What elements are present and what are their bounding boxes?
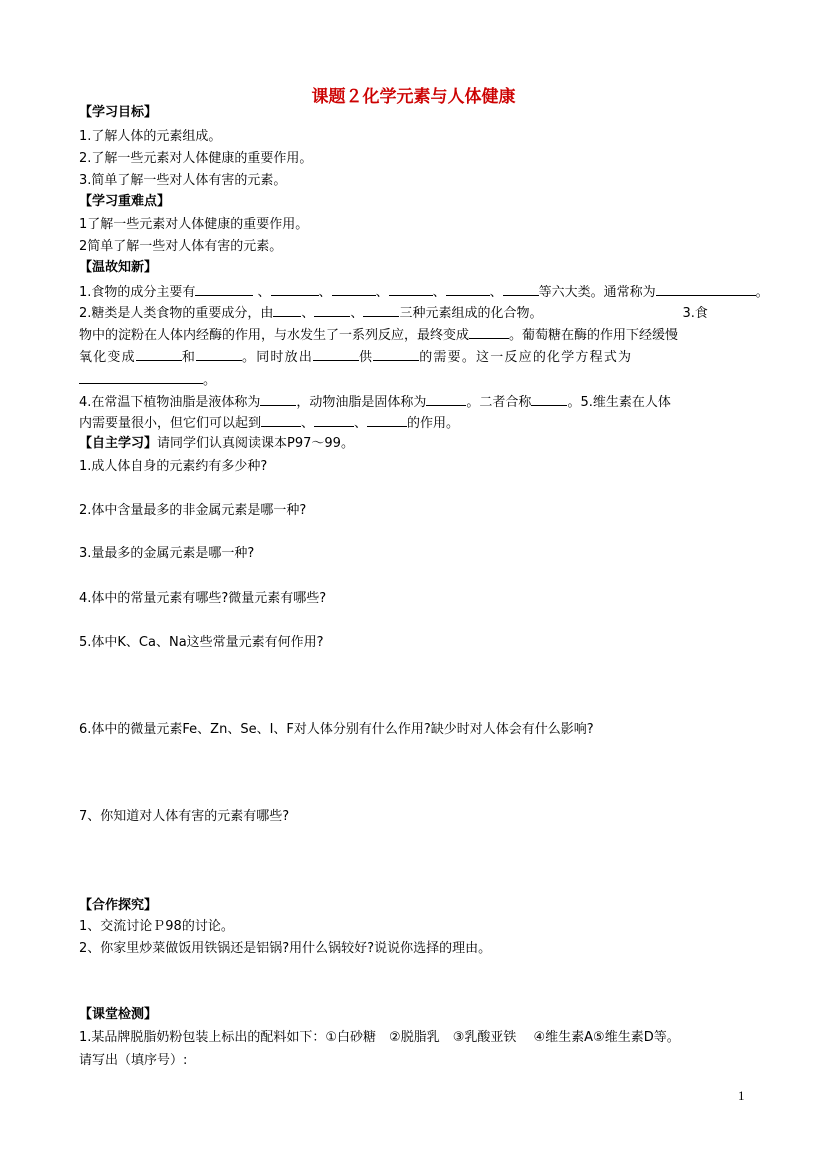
review-text: 、 (318, 285, 332, 300)
fill-blank[interactable] (656, 282, 756, 296)
section-heading-self-study: 【自主学习】 (79, 436, 158, 451)
question-item: 2.体中含量最多的非金属元素是哪一种? (79, 503, 307, 518)
fill-blank[interactable] (446, 282, 490, 296)
review-text: 氧化变成 (79, 350, 136, 365)
goal-item: 2.了解一些元素对人体健康的重要作用。 (79, 151, 313, 166)
page-number: 1 (738, 1088, 745, 1103)
review-text: 1.食物的成分主要有 (79, 285, 196, 300)
review-text: 、 (301, 416, 315, 431)
review-text: 。葡萄糖在酶的作用下经缓慢 (509, 328, 679, 343)
key-point-item: 2简单了解一些对人体有害的元素。 (79, 239, 283, 254)
review-line-4 (79, 347, 632, 367)
fill-blank[interactable] (332, 282, 376, 296)
review-line-7 (79, 413, 459, 433)
fill-blank[interactable] (503, 282, 539, 296)
review-text: 、 (253, 285, 271, 300)
review-text: 3.食 (682, 306, 708, 321)
fill-blank[interactable] (273, 303, 301, 317)
fill-blank[interactable] (314, 303, 350, 317)
question-item: 3.量最多的金属元素是哪一种? (79, 546, 255, 561)
self-study-intro: 请同学们认真阅读课本P97～99。 (157, 436, 354, 451)
fill-blank[interactable] (426, 392, 466, 406)
question-item: 7、你知道对人体有害的元素有哪些? (79, 809, 290, 824)
section-heading-key-points: 【学习重难点】 (79, 194, 171, 209)
review-text: 三种元素组成的化合物。 (399, 306, 543, 321)
goal-item: 1.了解人体的元素组成。 (79, 129, 222, 144)
fill-blank[interactable] (196, 347, 242, 361)
review-text: 供 (359, 350, 374, 365)
review-text: 等六大类。通常称为 (538, 285, 656, 300)
review-text: 的需要。这一反应的化学方程式为 (419, 350, 633, 365)
fill-blank[interactable] (469, 325, 509, 339)
review-text: 2.糖类是人类食物的重要成分，由 (79, 306, 274, 321)
fill-blank[interactable] (389, 282, 433, 296)
review-text: 和 (181, 350, 197, 365)
review-text: 。二者合称 (466, 395, 532, 410)
question-item: 6.体中的微量元素Fe、Zn、Se、I、F对人体分别有什么作用?缺少时对人体会有什么影响? (79, 722, 594, 737)
review-line-5 (79, 370, 216, 390)
review-text: 。 (203, 373, 217, 388)
fill-blank[interactable] (271, 282, 319, 296)
review-text: 、 (350, 306, 364, 321)
review-line-1 (79, 282, 769, 302)
question-item: 5.体中K、Ca、Na这些常量元素有何作用? (79, 635, 324, 650)
self-study-heading-line (79, 435, 354, 453)
fill-blank[interactable] (363, 303, 399, 317)
review-line-3 (79, 325, 678, 345)
fill-blank[interactable] (261, 413, 301, 427)
key-point-item: 1了解一些元素对人体健康的重要作用。 (79, 217, 309, 232)
fill-blank[interactable] (136, 347, 182, 361)
section-heading-review: 【温故知新】 (79, 260, 158, 275)
fill-blank[interactable] (367, 413, 407, 427)
fill-blank[interactable] (79, 370, 203, 384)
review-text: ，动物油脂是固体称为 (296, 395, 427, 410)
review-text: 、 (301, 306, 315, 321)
goal-item: 3.简单了解一些对人体有害的元素。 (79, 173, 287, 188)
review-text: 、 (432, 285, 446, 300)
section-heading-goals: 【学习目标】 (79, 105, 158, 120)
page-title: 课题２化学元素与人体健康 (311, 87, 516, 107)
review-text: 的作用。 (407, 416, 460, 431)
review-text: 4.在常温下植物油脂是液体称为 (79, 395, 261, 410)
review-text: 物中的淀粉在人体内经酶的作用，与水发生了一系列反应，最终变成 (79, 328, 470, 343)
review-line-6 (79, 392, 671, 412)
cooperation-item: 2、你家里炒菜做饭用铁锅还是铝锅?用什么锅较好?说说你选择的理由。 (79, 941, 492, 956)
review-text: 内需要量很小，但它们可以起到 (79, 416, 262, 431)
fill-blank[interactable] (260, 392, 296, 406)
section-heading-cooperation: 【合作探究】 (79, 898, 158, 913)
review-line-2 (79, 303, 708, 323)
fill-blank[interactable] (531, 392, 567, 406)
review-text: 。同时放出 (242, 350, 314, 365)
review-text: 、 (354, 416, 368, 431)
review-text: 、 (375, 285, 389, 300)
question-item: 4.体中的常量元素有哪些?微量元素有哪些? (79, 591, 327, 606)
check-question: 1.某品牌脱脂奶粉包装上标出的配料如下：①白砂糖 ②脱脂乳 ③乳酸亚铁 ④维生素A⑤维生素D等。 (79, 1030, 680, 1045)
section-heading-check: 【课堂检测】 (79, 1007, 158, 1022)
question-item: 1.成人体自身的元素约有多少种? (79, 459, 268, 474)
review-text: 、 (489, 285, 503, 300)
review-text: 。5.维生素在人体 (567, 395, 671, 410)
review-text: 。 (755, 285, 769, 300)
fill-blank[interactable] (373, 347, 419, 361)
cooperation-item: 1、交流讨论Ｐ98的讨论。 (79, 919, 234, 934)
fill-blank[interactable] (195, 282, 253, 296)
fill-blank[interactable] (314, 413, 354, 427)
fill-blank[interactable] (313, 347, 359, 361)
check-question-sub: 请写出（填序号）: (79, 1053, 188, 1068)
